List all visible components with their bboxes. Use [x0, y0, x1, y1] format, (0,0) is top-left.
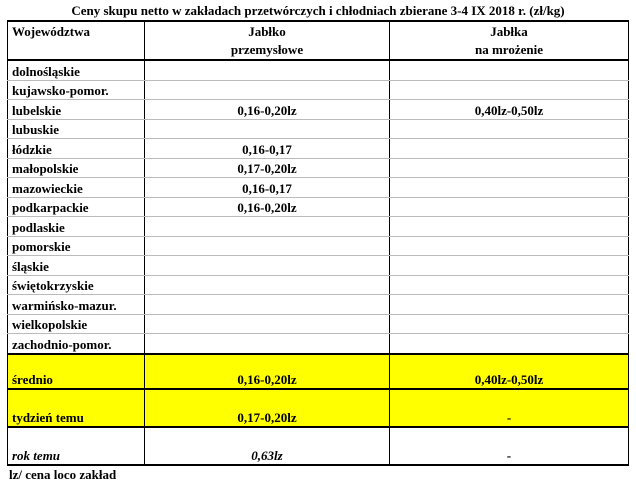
przemyslowe-cell: 0,17-0,20lz	[145, 158, 390, 178]
mrozenie-cell	[390, 178, 629, 198]
region-cell: pomorskie	[8, 236, 145, 256]
region-cell: dolnośląskie	[8, 60, 145, 80]
region-cell: lubelskie	[8, 100, 145, 120]
mrozenie-cell	[390, 197, 629, 217]
mrozenie-cell	[390, 60, 629, 80]
spacer-row	[8, 427, 629, 446]
header-row	[8, 21, 629, 60]
przemyslowe-cell: 0,16-0,17	[145, 139, 390, 159]
region-cell: kujawsko-pomor.	[8, 80, 145, 100]
table-row	[8, 314, 629, 334]
table-title: Ceny skupu netto w zakładach przetwórczych i chłodniach zbierane 3-4 IX 2018 r. (zł/kg)	[71, 3, 565, 18]
header-mrozenie	[390, 21, 629, 60]
mrozenie-cell	[390, 217, 629, 237]
table-row	[8, 334, 629, 354]
region-cell: małopolskie	[8, 158, 145, 178]
tydzien-temu-row	[8, 389, 629, 427]
przemyslowe-cell	[145, 217, 390, 237]
spacer-cell	[145, 427, 390, 446]
price-table	[7, 20, 629, 466]
mrozenie-cell	[390, 158, 629, 178]
header-przemyslowe-line2: przemysłowe	[230, 42, 304, 57]
przemyslowe-cell	[145, 60, 390, 80]
mrozenie-cell	[390, 295, 629, 315]
przemyslowe-cell	[145, 334, 390, 354]
mrozenie-cell	[390, 256, 629, 276]
rok-temu-row-label: rok temu	[8, 446, 145, 465]
przemyslowe-cell	[145, 256, 390, 276]
table-row	[8, 275, 629, 295]
przemyslowe-cell	[145, 119, 390, 139]
header-mrozenie-line2: na mrożenie	[475, 42, 543, 57]
region-cell: wielkopolskie	[8, 314, 145, 334]
przemyslowe-cell	[145, 80, 390, 100]
mrozenie-cell: 0,40lz-0,50lz	[390, 100, 629, 120]
tydzien-temu-row-mrozenie: -	[390, 389, 629, 427]
header-region: Województwa	[8, 21, 145, 60]
table-row	[8, 80, 629, 100]
spacer-cell	[8, 427, 145, 446]
mrozenie-cell	[390, 314, 629, 334]
table-row	[8, 197, 629, 217]
mrozenie-cell	[390, 236, 629, 256]
mrozenie-cell	[390, 119, 629, 139]
table-row	[8, 60, 629, 80]
region-cell: podkarpackie	[8, 197, 145, 217]
table-row	[8, 295, 629, 315]
region-cell: zachodnio-pomor.	[8, 334, 145, 354]
srednio-row-label: średnio	[8, 354, 145, 389]
przemyslowe-cell: 0,16-0,17	[145, 178, 390, 198]
srednio-row-mrozenie: 0,40lz-0,50lz	[390, 354, 629, 389]
table-row	[8, 158, 629, 178]
rok-temu-row-mrozenie: -	[390, 446, 629, 465]
table-row	[8, 119, 629, 139]
region-cell: świętokrzyskie	[8, 275, 145, 295]
przemyslowe-cell	[145, 236, 390, 256]
tydzien-temu-row-przemyslowe: 0,17-0,20lz	[145, 389, 390, 427]
table-row	[8, 100, 629, 120]
region-cell: mazowieckie	[8, 178, 145, 198]
footnote: lz/ cena loco zakład	[9, 467, 117, 482]
table-row	[8, 139, 629, 159]
mrozenie-cell	[390, 80, 629, 100]
table-row	[8, 178, 629, 198]
przemyslowe-cell	[145, 275, 390, 295]
mrozenie-cell	[390, 334, 629, 354]
region-cell: łódzkie	[8, 139, 145, 159]
srednio-row	[8, 354, 629, 389]
header-mrozenie-line1: Jabłka	[490, 24, 528, 39]
srednio-row-przemyslowe: 0,16-0,20lz	[145, 354, 390, 389]
przemyslowe-cell	[145, 314, 390, 334]
table-row	[8, 236, 629, 256]
region-cell: śląskie	[8, 256, 145, 276]
region-cell: podlaskie	[8, 217, 145, 237]
przemyslowe-cell: 0,16-0,20lz	[145, 100, 390, 120]
tydzien-temu-row-label: tydzień temu	[8, 389, 145, 427]
table-row	[8, 256, 629, 276]
region-cell: warmińsko-mazur.	[8, 295, 145, 315]
mrozenie-cell	[390, 139, 629, 159]
przemyslowe-cell	[145, 295, 390, 315]
mrozenie-cell	[390, 275, 629, 295]
spacer-cell	[390, 427, 629, 446]
table-row	[8, 217, 629, 237]
rok-temu-row-przemyslowe: 0,63lz	[145, 446, 390, 465]
region-cell: lubuskie	[8, 119, 145, 139]
przemyslowe-cell: 0,16-0,20lz	[145, 197, 390, 217]
header-przemyslowe-line1: Jabłko	[248, 24, 286, 39]
header-przemyslowe	[145, 21, 390, 60]
rok-temu-row	[8, 446, 629, 465]
